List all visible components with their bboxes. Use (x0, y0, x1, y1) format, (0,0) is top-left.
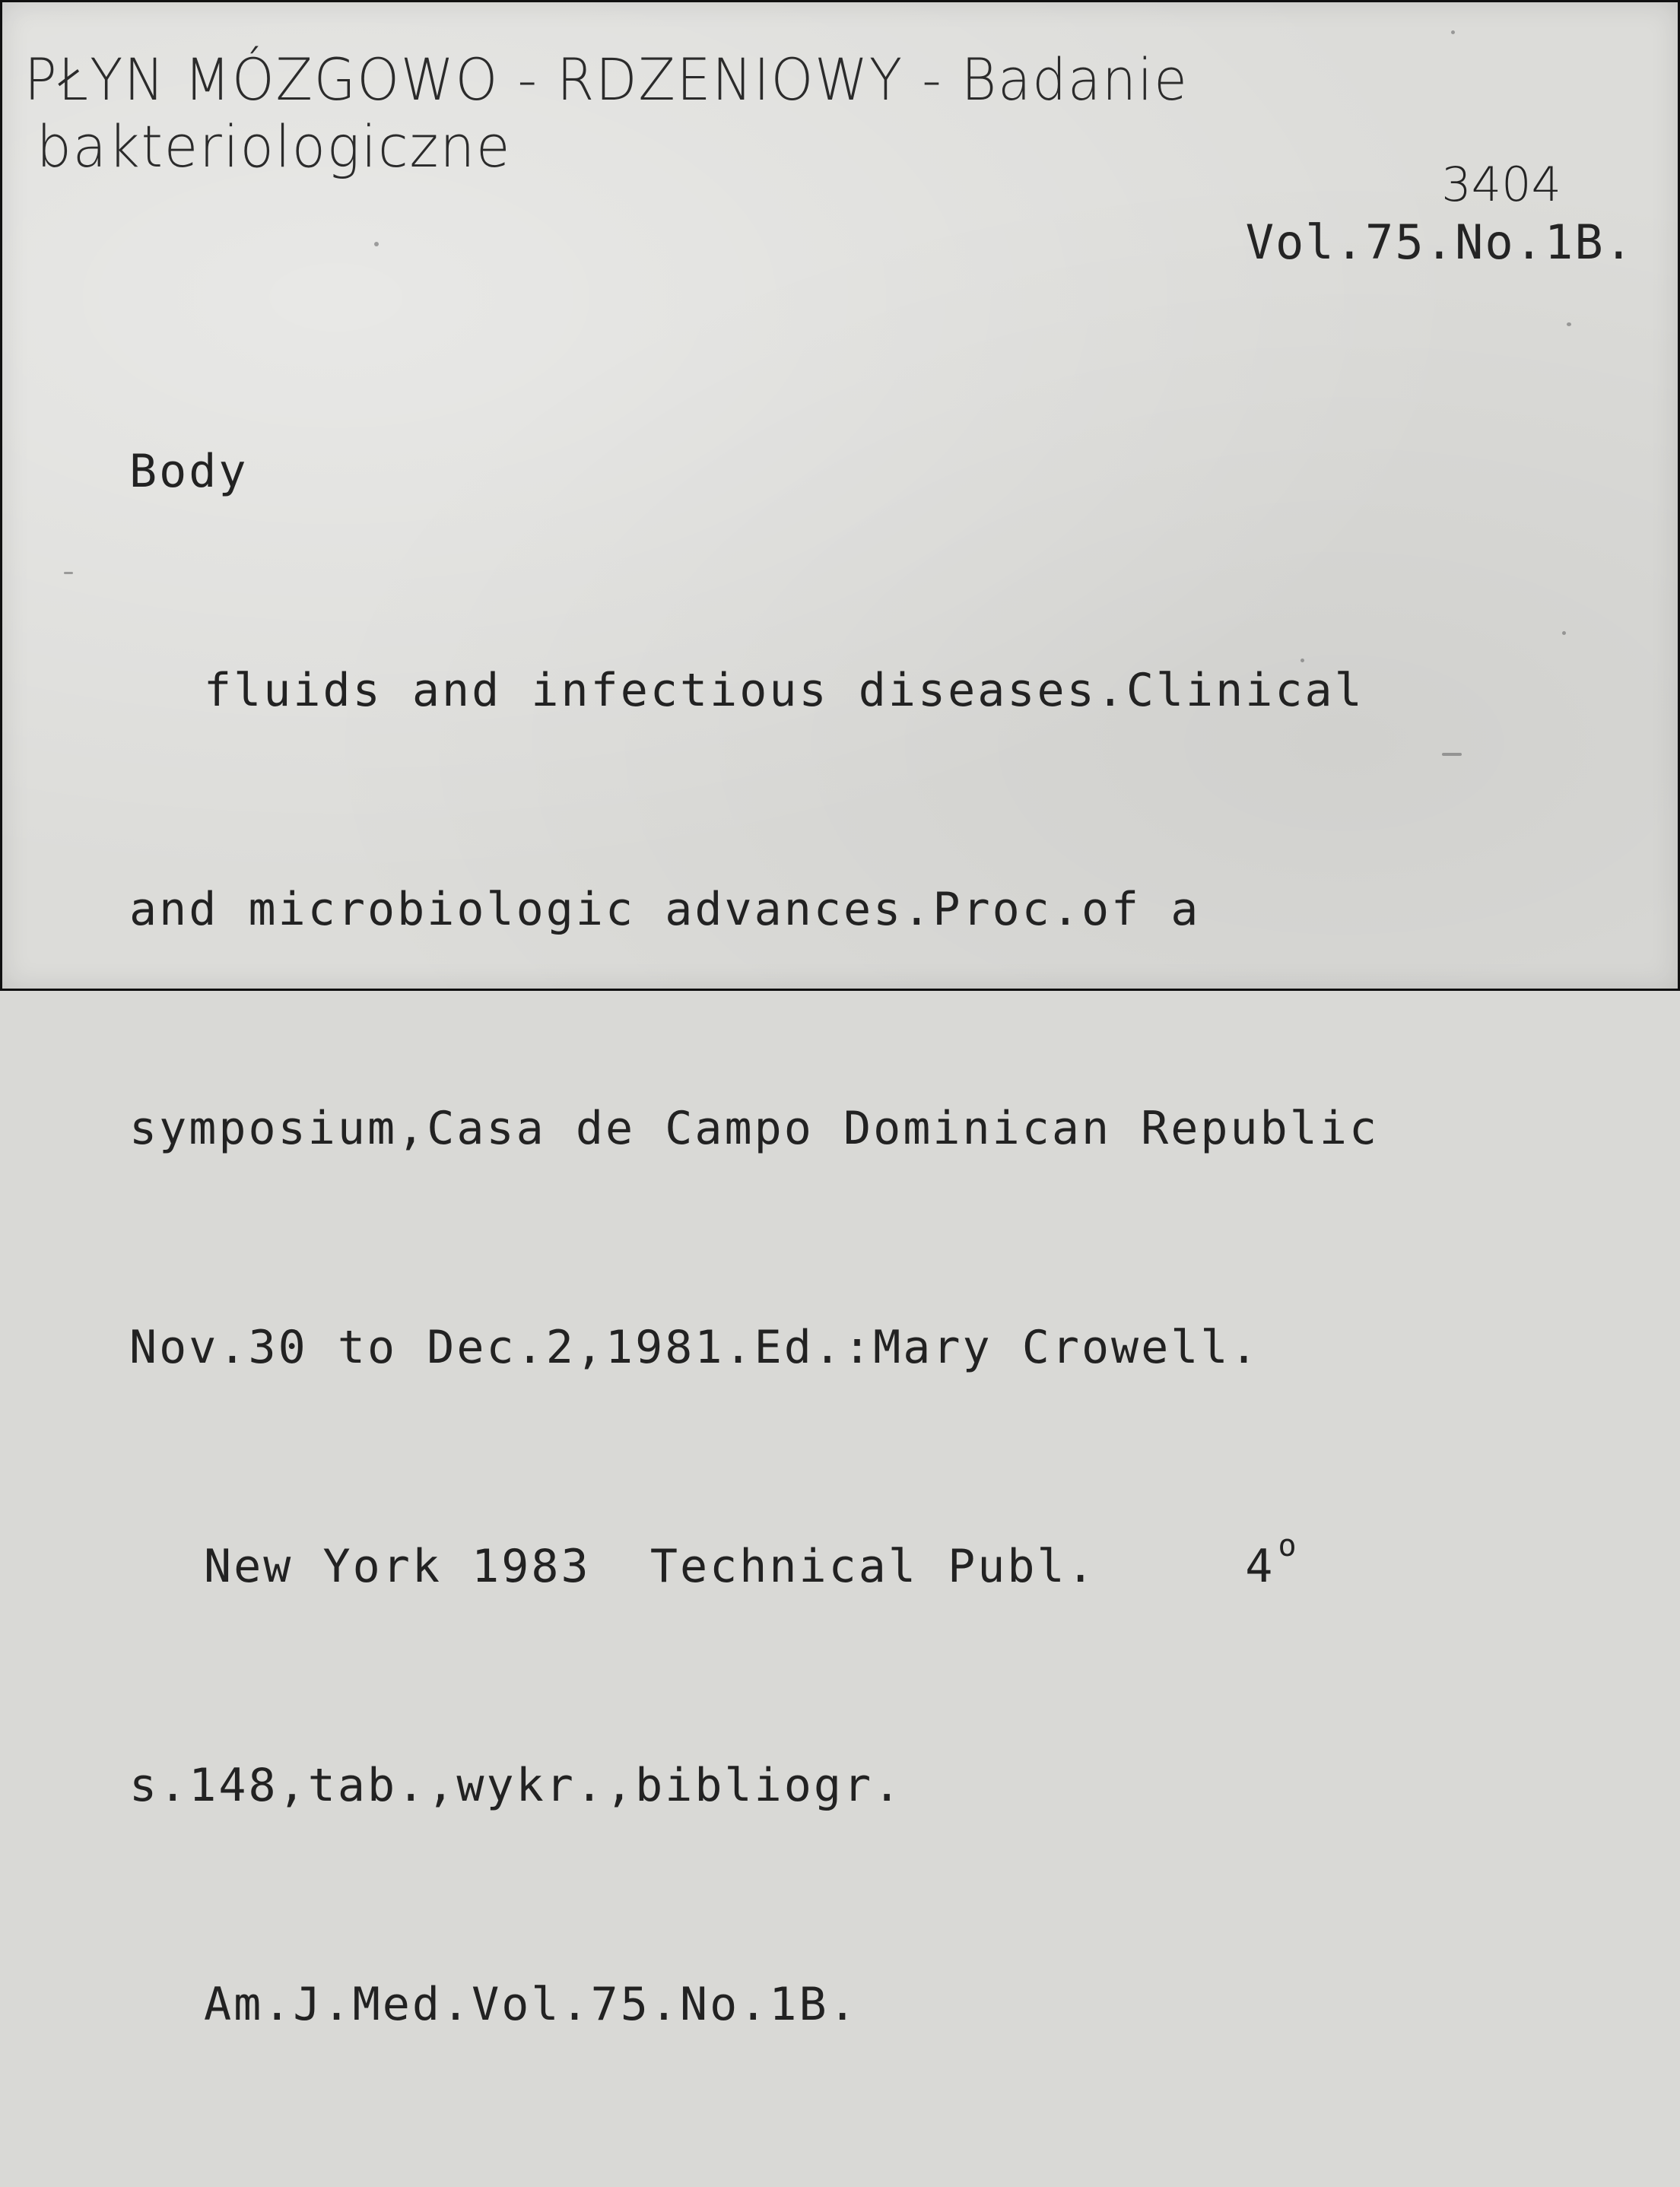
paper-speck (374, 242, 379, 246)
call-number-value: 3404 (1441, 157, 1561, 212)
entry-series: Am.J.Med.Vol.75.No.1B. (204, 1978, 859, 2031)
subject-heading-line2: bakteriologiczne (37, 113, 512, 180)
entry-title-line: Nov.30 to Dec.2,1981.Ed.:Mary Crowell. (129, 1321, 1260, 1374)
format-degree-mark: o (1278, 1528, 1299, 1563)
entry-author: Body (129, 445, 249, 498)
paper-speck (1562, 631, 1566, 635)
call-number (1245, 157, 1634, 270)
entry-title-line: symposium,Casa de Campo Dominican Republic (129, 1102, 1380, 1155)
paper-speck (1567, 322, 1571, 326)
volume-designation: Vol.75.No.1B. (1245, 214, 1634, 270)
subject-heading-line1: PŁYN MÓZGOWO - RDZENIOWY - Badanie (24, 46, 1189, 113)
entry-imprint: New York 1983 Technical Publ. 4 (204, 1540, 1275, 1593)
catalog-entry (129, 289, 1379, 2187)
entry-collation: s.148,tab.,wykr.,bibliogr. (129, 1759, 904, 1812)
paper-speck (1451, 30, 1455, 34)
entry-title-line: and microbiologic advances.Proc.of a (129, 883, 1201, 936)
paper-speck (64, 572, 73, 574)
entry-title-line: fluids and infectious diseases.Clinical (204, 664, 1364, 717)
entry-imprint-line (129, 1530, 1379, 1603)
paper-speck (1442, 753, 1462, 756)
